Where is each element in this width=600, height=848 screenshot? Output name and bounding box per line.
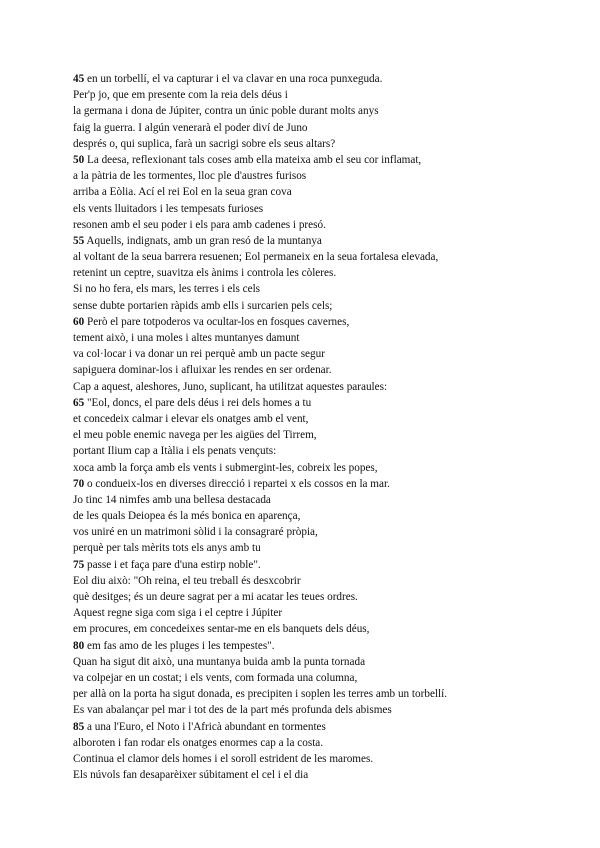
line-text: retenint un ceptre, suavitza els ànims i controla les còleres. <box>73 267 337 280</box>
text-line <box>73 362 573 378</box>
text-line <box>73 217 573 233</box>
text-line <box>73 136 573 152</box>
line-text: va colpejar en un costat; i els vents, com formada una columna, <box>73 671 358 684</box>
line-text: de les quals Deiopea és la més bonica en aparença, <box>73 510 301 523</box>
line-text: al voltant de la seua barrera resuenen; Eol permaneix en la seua fortalesa elevada, <box>73 251 439 264</box>
text-line <box>73 411 573 427</box>
verse-number: 50 <box>73 153 85 166</box>
text-line <box>73 298 573 314</box>
text-line <box>73 719 573 735</box>
text-line <box>73 686 573 702</box>
line-text: Aquest regne siga com siga i el ceptre i Júpiter <box>73 607 283 620</box>
text-line <box>73 168 573 184</box>
line-text: passe i et faça pare d'una estirp noble". <box>84 558 261 571</box>
line-text: alboroten i fan rodar els onatges enormes cap a la costa. <box>73 736 324 749</box>
verse-number: 70 <box>73 477 85 490</box>
text-line <box>73 314 573 330</box>
text-line <box>73 654 573 670</box>
text-line <box>73 152 573 168</box>
line-text: els vents lluitadors i les tempesats furioses <box>73 202 264 215</box>
text-line <box>73 573 573 589</box>
line-text: el meu poble enemic navega per les aigües del Tirrem, <box>73 429 317 442</box>
text-line <box>73 621 573 637</box>
line-text: Eol diu això: "Oh reina, el teu treball és desxcobrir <box>73 574 301 587</box>
line-text: Aquells, indignats, amb un gran resó de la muntanya <box>84 234 322 247</box>
text-line <box>73 379 573 395</box>
line-text: Jo tinc 14 nimfes amb una bellesa destacada <box>73 493 271 506</box>
text-line <box>73 751 573 767</box>
line-text: Quan ha sigut dit això, una muntanya buida amb la punta tornada <box>73 655 366 668</box>
line-text: a una l'Euro, el Noto i l'Africà abundant en tormentes <box>84 720 326 733</box>
line-text: arriba a Eòlia. Ací el rei Eol en la seua gran cova <box>73 186 292 199</box>
text-line <box>73 638 573 654</box>
line-text: en un torbellí, el va capturar i el va clavar en una roca punxeguda. <box>84 73 383 85</box>
line-text: La deesa, reflexionant tals coses amb ella mateixa amb el seu cor inflamat, <box>84 153 422 166</box>
line-text: què desitges; és un deure sagrat per a mi acatar les teues ordres. <box>73 591 358 603</box>
text-line <box>73 184 573 200</box>
text-line <box>73 427 573 443</box>
text-line <box>73 508 573 524</box>
verse-number: 55 <box>73 234 85 247</box>
line-text: sense dubte portarien ràpids amb ells i surcarien pels cels; <box>73 299 333 312</box>
text-line <box>73 103 573 119</box>
text-line <box>73 605 573 621</box>
text-line <box>73 735 573 751</box>
text-line <box>73 281 573 297</box>
text-line <box>73 249 573 265</box>
text-line <box>73 670 573 686</box>
line-text: Es van abalançar pel mar i tot des de la part més profunda dels abismes <box>73 704 392 717</box>
verse-number: 60 <box>73 315 85 328</box>
text-line <box>73 492 573 508</box>
line-text: va col·locar i va donar un rei perquè amb un pacte segur <box>73 348 325 361</box>
text-line <box>73 395 573 411</box>
poem-text <box>73 71 573 783</box>
text-line <box>73 524 573 540</box>
line-text: xoca amb la força amb els vents i submergint-les, cobreix les popes, <box>73 461 378 474</box>
verse-number: 45 <box>73 73 85 85</box>
text-line <box>73 702 573 718</box>
verse-number: 80 <box>73 639 85 652</box>
line-text: perquè per tals mèrits tots els anys amb tu <box>73 542 261 555</box>
text-line <box>73 265 573 281</box>
text-line <box>73 330 573 346</box>
text-line <box>73 346 573 362</box>
line-text: tement això, i una moles i altes muntanyes damunt <box>73 332 300 344</box>
text-line <box>73 120 573 136</box>
line-text: o condueix-los en diverses direcció i repartei x els cossos en la mar. <box>84 477 390 490</box>
text-line <box>73 767 573 783</box>
text-line <box>73 589 573 605</box>
text-line <box>73 540 573 556</box>
text-line <box>73 87 573 103</box>
text-line <box>73 233 573 249</box>
text-line <box>73 460 573 476</box>
verse-number: 85 <box>73 720 85 733</box>
text-line <box>73 443 573 459</box>
line-text: "Eol, doncs, el pare dels déus i rei dels homes a tu <box>84 396 312 409</box>
line-text: faig la guerra. I algún venerarà el poder diví de Juno <box>73 121 308 134</box>
text-line <box>73 201 573 217</box>
text-line <box>73 71 573 87</box>
text-line <box>73 476 573 492</box>
line-text: et concedeix calmar i elevar els onatges amb el vent, <box>73 412 309 425</box>
line-text: Per'p jo, que em presente com la reia dels déus i <box>73 89 288 102</box>
verse-number: 65 <box>73 396 85 409</box>
verse-number: 75 <box>73 558 85 571</box>
line-text: Si no ho fera, els mars, les terres i els cels <box>73 283 261 296</box>
line-text: Però el pare totpoderos va ocultar-los en fosques cavernes, <box>84 315 350 328</box>
line-text: Els núvols fan desaparèixer súbitament el cel i el dia <box>73 769 309 782</box>
line-text: Continua el clamor dels homes i el soroll estrident de les maromes. <box>73 752 374 765</box>
line-text: la germana i dona de Júpiter, contra un únic poble durant molts anys <box>73 105 379 118</box>
text-line <box>73 557 573 573</box>
line-text: vos uniré en un matrimoni sòlid i la consagraré pròpia, <box>73 526 318 539</box>
line-text: resonen amb el seu poder i els para amb cadenes i presó. <box>73 218 326 231</box>
line-text: portant Ilium cap a Itàlia i els penats vençuts: <box>73 445 277 458</box>
line-text: Cap a aquest, aleshores, Juno, suplicant, ha utilitzat aquestes paraules: <box>73 380 388 393</box>
line-text: a la pàtria de les tormentes, lloc ple d'austres furisos <box>73 170 307 183</box>
line-text: em fas amo de les pluges i les tempestes". <box>84 639 275 652</box>
line-text: per allà on la porta ha sigut donada, es precipiten i soplen les terres amb un torbellí. <box>73 688 448 701</box>
line-text: sapiguera dominar-los i afluixar les rendes en ser ordenar. <box>73 364 332 377</box>
line-text: em procures, em concedeixes sentar-me en els banquets dels déus, <box>73 623 370 636</box>
line-text: després o, qui suplica, farà un sacrigi sobre els seus altars? <box>73 137 336 150</box>
